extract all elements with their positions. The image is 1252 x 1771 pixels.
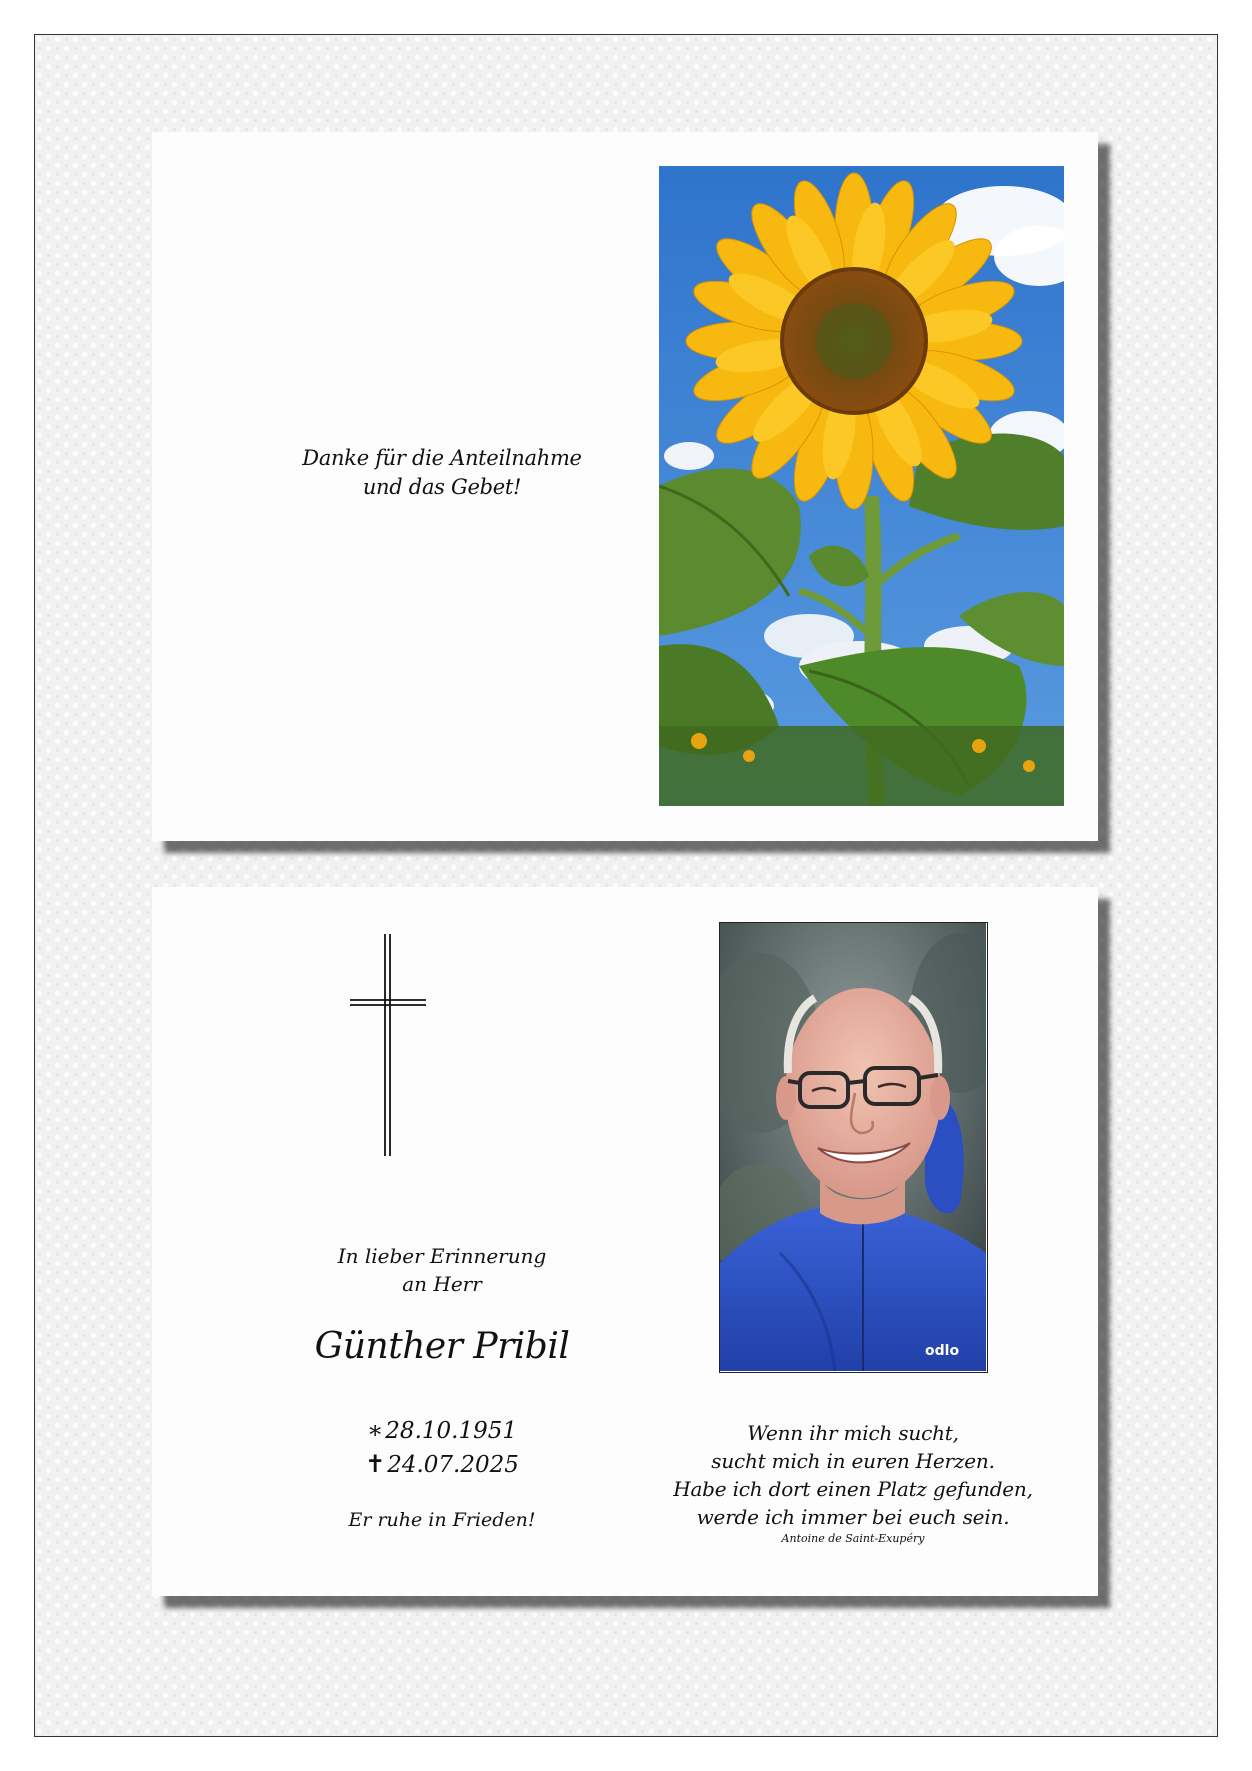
poem-line-1: Wenn ihr mich sucht, (747, 1421, 959, 1445)
thank-you-card (152, 132, 1098, 841)
birth-date: 28.10.1951 (385, 1418, 517, 1444)
birth-star-icon: ∗ (366, 1416, 384, 1444)
memory-line-1: In lieber Erinnerung (337, 1244, 547, 1268)
death-date: 24.07.2025 (387, 1452, 519, 1478)
poem-line-2: sucht mich in euren Herzen. (711, 1449, 995, 1473)
poem-text (672, 1419, 1034, 1531)
thank-you-line-1: Danke für die Anteilnahme (302, 446, 582, 470)
memorial-card (152, 887, 1098, 1596)
thank-you-text (237, 444, 647, 502)
poem-line-4: werde ich immer bei euch sein. (696, 1505, 1010, 1529)
poem-author: Antoine de Saint-Exupéry (781, 1532, 925, 1545)
memory-line-2: an Herr (402, 1272, 482, 1296)
poem-line-3: Habe ich dort einen Platz gefunden, (673, 1477, 1033, 1501)
death-date-line (237, 1448, 647, 1482)
rest-in-peace-text: Er ruhe in Frieden! (348, 1509, 536, 1531)
thank-you-line-2: und das Gebet! (362, 475, 522, 499)
shirt-logo: odlo (925, 1343, 960, 1359)
sunflower-photo (659, 166, 1064, 806)
memory-text (237, 1242, 647, 1298)
portrait-photo (719, 922, 988, 1373)
birth-date-line (237, 1414, 647, 1448)
deceased-name: Günther Pribil (314, 1326, 570, 1367)
cross-icon (350, 934, 426, 1156)
life-dates (237, 1414, 647, 1482)
death-cross-icon: ✝ (365, 1450, 386, 1478)
